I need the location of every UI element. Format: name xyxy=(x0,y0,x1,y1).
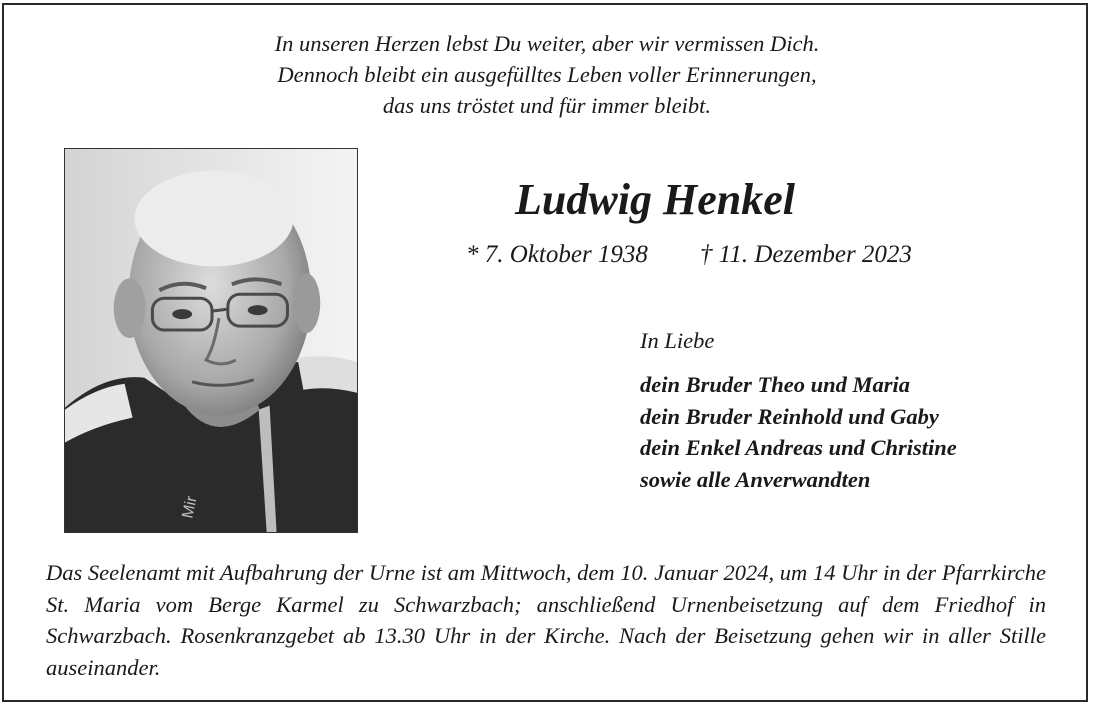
funeral-notice: Das Seelenamt mit Aufbahrung der Urne ist am Mittwoch, dem 10. Januar 2024, um 14 Uhr in der Pfarrkirche St. Maria vom Berge Karmel zu Schwarzbach; anschließend Urnenbeisetzung auf dem Friedhof in Schwarzbach. Rosenkranzgebet ab 13.30 Uhr in der Kirche. Nach der Beisetzung gehen wir in aller Stille auseinander. xyxy=(46,560,1046,680)
motto-line-2: Dennoch bleibt ein ausgefülltes Leben voller Erinnerungen, xyxy=(277,62,817,87)
memorial-motto xyxy=(0,28,1094,121)
birth-date: * 7. Oktober 1938 xyxy=(466,241,648,268)
death-date: † 11. Dezember 2023 xyxy=(699,241,912,268)
mourner-line: dein Enkel Andreas und Christine xyxy=(640,435,957,460)
deceased-name: Ludwig Henkel xyxy=(515,175,795,224)
mourner-line: dein Bruder Reinhold und Gaby xyxy=(640,403,939,429)
portrait-photo xyxy=(64,148,358,533)
mourner-line: dein Bruder Theo und Maria xyxy=(640,372,911,397)
life-dates xyxy=(466,238,912,272)
mourners-intro: In Liebe xyxy=(640,328,715,353)
portrait-illustration xyxy=(65,149,357,532)
lanyard-text: Mir xyxy=(179,494,201,520)
mourner-line: sowie alle Anverwandten xyxy=(640,466,871,492)
mourners-list xyxy=(640,369,957,495)
motto-line-1: In unseren Herzen lebst Du weiter, aber wir vermissen Dich. xyxy=(274,31,820,56)
motto-line-3: das uns tröstet und für immer bleibt. xyxy=(382,93,712,118)
